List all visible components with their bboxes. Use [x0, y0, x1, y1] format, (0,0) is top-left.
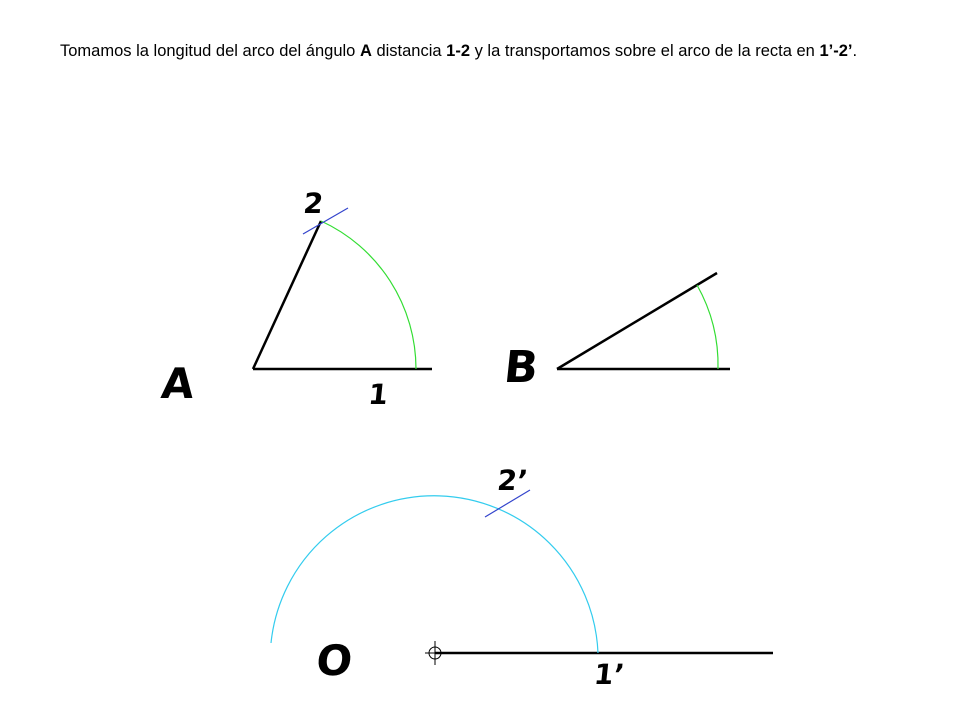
- label-angle-b: B: [501, 342, 541, 393]
- angle-a-side-line: [253, 221, 321, 369]
- label-angle-a: A: [159, 359, 197, 408]
- angle-a-figure: [159, 187, 432, 411]
- caption-part-2: distancia: [371, 42, 447, 60]
- caption-part-1: Tomamos la longitud del arco del ángulo: [60, 42, 360, 60]
- label-origin-o: O: [314, 636, 355, 685]
- caption-distance-1-2: 1-2: [446, 42, 471, 60]
- label-point-1-prime: 1’: [592, 658, 626, 691]
- transfer-arc: [271, 496, 598, 653]
- caption-part-3: y la transportamos sobre el arco de la recta en: [470, 42, 820, 60]
- caption-part-4: .: [852, 42, 858, 60]
- origin-crosshair-icon: [425, 641, 445, 665]
- caption-angle-a: A: [359, 42, 372, 60]
- caption-distance-1p-2p: 1’-2’: [819, 42, 853, 60]
- transfer-figure: [271, 464, 773, 691]
- angle-b-side-line: [557, 273, 717, 369]
- label-point-2-prime: 2’: [495, 464, 530, 497]
- label-point-2: 2: [301, 187, 325, 220]
- angle-b-arc: [697, 285, 718, 369]
- angle-b-figure: [502, 273, 730, 393]
- label-point-1: 1: [366, 378, 390, 411]
- angle-a-arc: [321, 221, 416, 369]
